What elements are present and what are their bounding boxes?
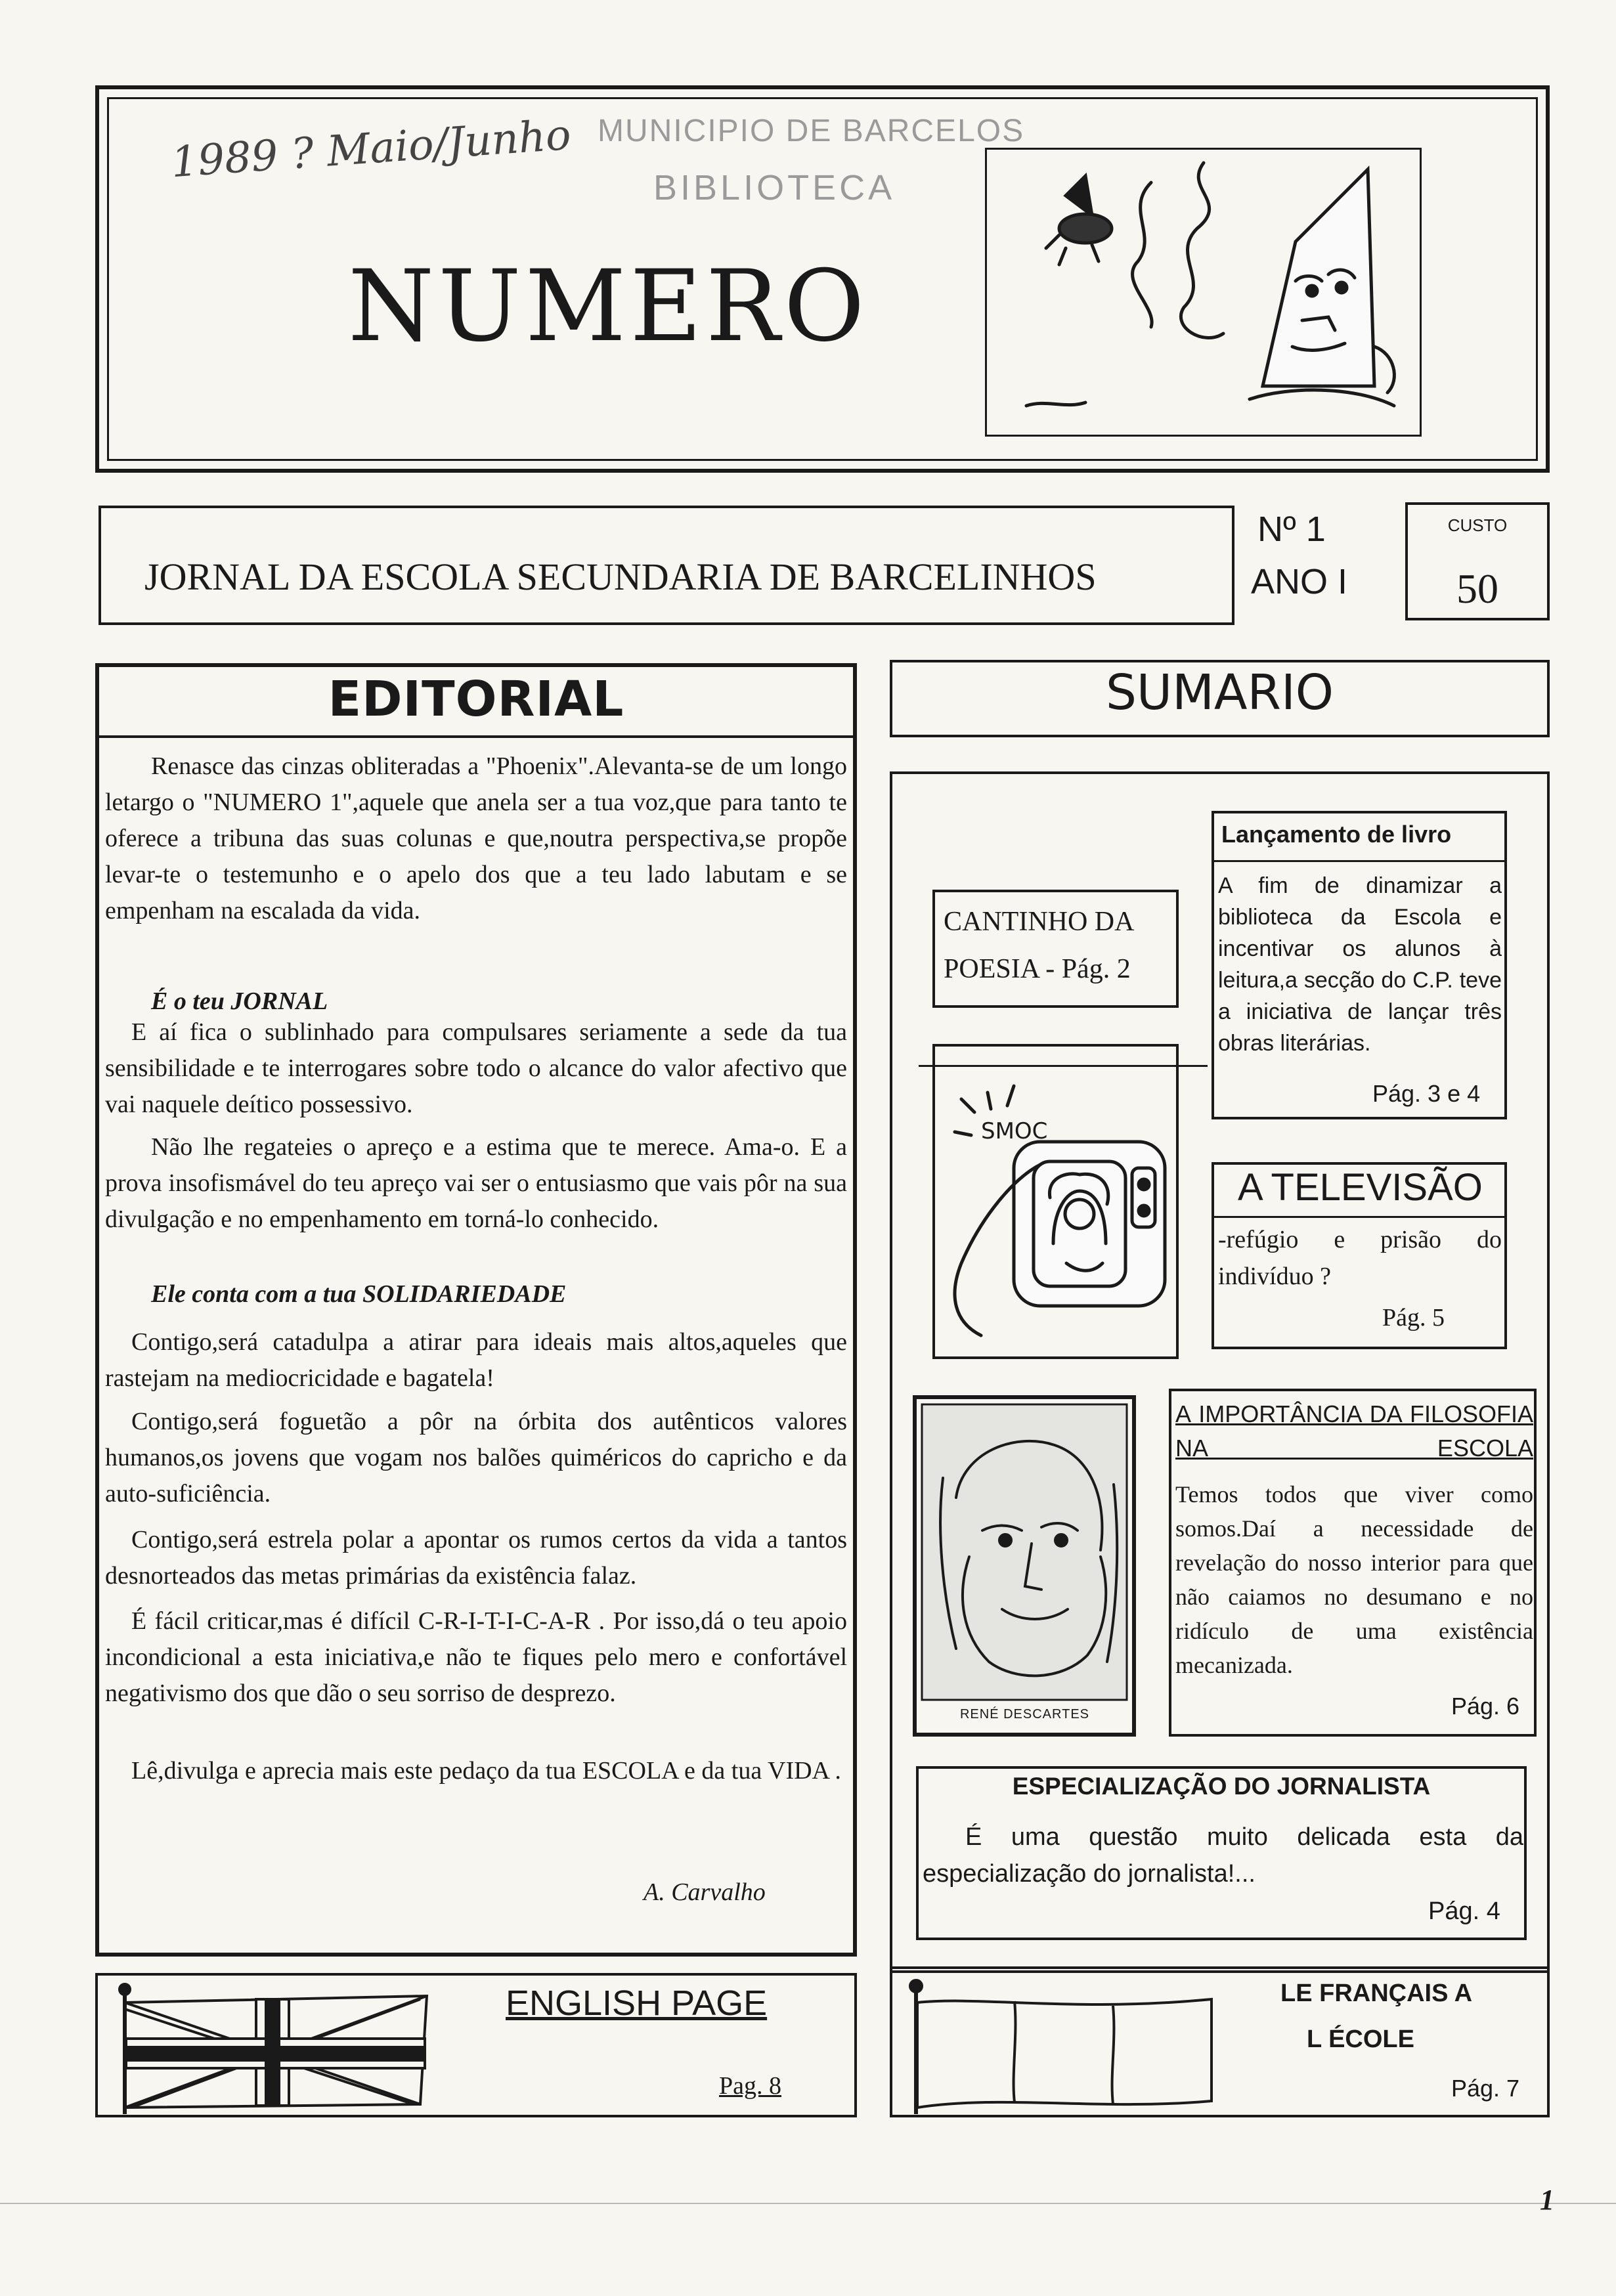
philosophy-title: A IMPORTÂNCIA DA FILOSOFIA NA ESCOLA: [1175, 1400, 1533, 1462]
editorial-paragraph: É o teu JORNAL: [151, 987, 328, 1015]
book-launch-divider: [1213, 860, 1505, 862]
library-stamp-municipality: MUNICIPIO DE BARCELOS: [598, 114, 1025, 148]
editorial-paragraph: Contigo,será catadulpa a atirar para ideais mais altos,aqueles que rastejam na mediocricidade e bagatela!: [105, 1328, 847, 1392]
tv-cartoon-icon: [935, 1047, 1177, 1358]
tv-cartoon-box: [932, 1044, 1179, 1359]
page-number: 1: [1540, 2184, 1554, 2216]
editorial-paragraph: Ele conta com a tua SOLIDARIEDADE: [151, 1280, 567, 1308]
issue-number: Nº 1: [1257, 509, 1326, 549]
descartes-caption: RENÉ DESCARTES: [959, 1707, 1089, 1722]
cartoon-illustration-icon: [987, 150, 1420, 435]
television-page: Pág. 5: [1382, 1304, 1445, 1332]
book-launch-title: Lançamento de livro: [1221, 821, 1452, 848]
footer-rule: [0, 2203, 1616, 2204]
tv-cartoon-divider: [919, 1065, 1208, 1067]
television-title: A TELEVISÃO: [1238, 1166, 1483, 1209]
editorial-paragraph: Contigo,será estrela polar a apontar os rumos certos da vida a tantos desnorteados das metas primárias da existência falaz.: [105, 1526, 847, 1590]
editorial-divider: [98, 735, 854, 738]
union-jack-flag: [112, 1983, 440, 2114]
editorial-title: EDITORIAL: [328, 671, 624, 727]
masthead-cartoon: [985, 148, 1422, 437]
journalist-page: Pág. 4: [1428, 1897, 1500, 1925]
descartes-portrait: [913, 1395, 1136, 1737]
price-label: CUSTO: [1447, 515, 1508, 535]
television-divider: [1213, 1216, 1505, 1218]
price-value: 50: [1456, 565, 1498, 612]
book-launch-page: Pág. 3 e 4: [1372, 1080, 1481, 1107]
library-stamp-biblioteca: BIBLIOTECA: [653, 168, 896, 207]
poetry-corner-text: [944, 898, 1173, 993]
french-flag: [903, 1976, 1231, 2114]
tv-cartoon-sound: SMOC: [981, 1118, 1048, 1144]
philosophy-text: Temos todos que viver como somos.Daí a necessidade de revelação do nosso interior para que não caiamos no desumano e no ridículo de uma existência mecanizada.: [1175, 1481, 1533, 1678]
book-launch-text: A fim de dinamizar a biblioteca da Escola e incentivar os alunos à leitura,a secção do C.P. teve a iniciativa de lançar três obras literárias.: [1218, 873, 1502, 1056]
descartes-portrait-icon: [917, 1399, 1132, 1733]
editorial-paragraph: Contigo,será foguetão a pôr na órbita dos autênticos valores humanos,os jovens que vogam nos balões quiméricos do capricho e da auto-suficiência.: [105, 1408, 847, 1507]
french-flag-icon: [903, 1976, 1231, 2114]
editorial-signature: A. Carvalho: [644, 1878, 766, 1906]
french-page-title-line1: LE FRANÇAIS A: [1280, 1980, 1473, 2007]
handwritten-date-note: 1989 ? Maio/Junho: [169, 110, 573, 188]
editorial-paragraph: Renasce das cinzas obliteradas a "Phoenix".Alevanta-se de um longo letargo o "NUMERO 1",aquele que anela ser a tua voz,que para tanto te oferece a tribuna das suas colunas e que,noutra perspectiva,se propõe levar-te o testemunho e o apelo dos que a teu lado labutam e se empenham na escalada da vida.: [105, 752, 847, 924]
sumario-title: SUMARIO: [1105, 664, 1334, 721]
school-name: JORNAL DA ESCOLA SECUNDARIA DE BARCELINHOS: [144, 555, 1097, 598]
editorial-paragraph: Lê,divulga e aprecia mais este pedaço da tua ESCOLA e da tua VIDA .: [131, 1757, 841, 1785]
journalist-title: ESPECIALIZAÇÃO DO JORNALISTA: [1012, 1773, 1431, 1800]
issue-year: ANO I: [1251, 562, 1348, 601]
poetry-corner-line1: CANTINHO DA: [944, 907, 1135, 937]
english-page-number: Pag. 8: [719, 2072, 781, 2100]
editorial-paragraph: É fácil criticar,mas é difícil C-R-I-T-I-C-A-R . Por isso,dá o teu apoio incondicional a esta iniciativa,e não te fiques pelo mero e confortável negativismo dos que dão o seu sorriso de desprezo.: [105, 1607, 847, 1707]
philosophy-page: Pág. 6: [1451, 1693, 1520, 1720]
journalist-text: É uma questão muito delicada esta da especialização do jornalista!...: [923, 1823, 1523, 1888]
television-text: -refúgio e prisão do indivíduo ?: [1218, 1226, 1502, 1290]
english-page-title: ENGLISH PAGE: [506, 1983, 768, 2023]
editorial-paragraph: E aí fica o sublinhado para compulsares seriamente a sede da tua sensibilidade e te interrogares sobre todo o alcance do valor afectivo que vai naquele deítico possessivo.: [105, 1018, 847, 1118]
union-jack-icon: [112, 1983, 440, 2114]
editorial-paragraph: Não lhe regateies o apreço e a estima que te merece. Ama-o. E a prova insofismável do teu apreço vai ser o entusiasmo que vais pôr na sua divulgação e no empenhamento em torná-lo conhecido.: [105, 1133, 847, 1233]
poetry-corner-line2: POESIA - Pág. 2: [944, 954, 1131, 984]
french-page-number: Pág. 7: [1451, 2075, 1520, 2102]
french-page-title-line2: L ÉCOLE: [1307, 2025, 1414, 2053]
newspaper-title: NUMERO: [348, 249, 869, 364]
